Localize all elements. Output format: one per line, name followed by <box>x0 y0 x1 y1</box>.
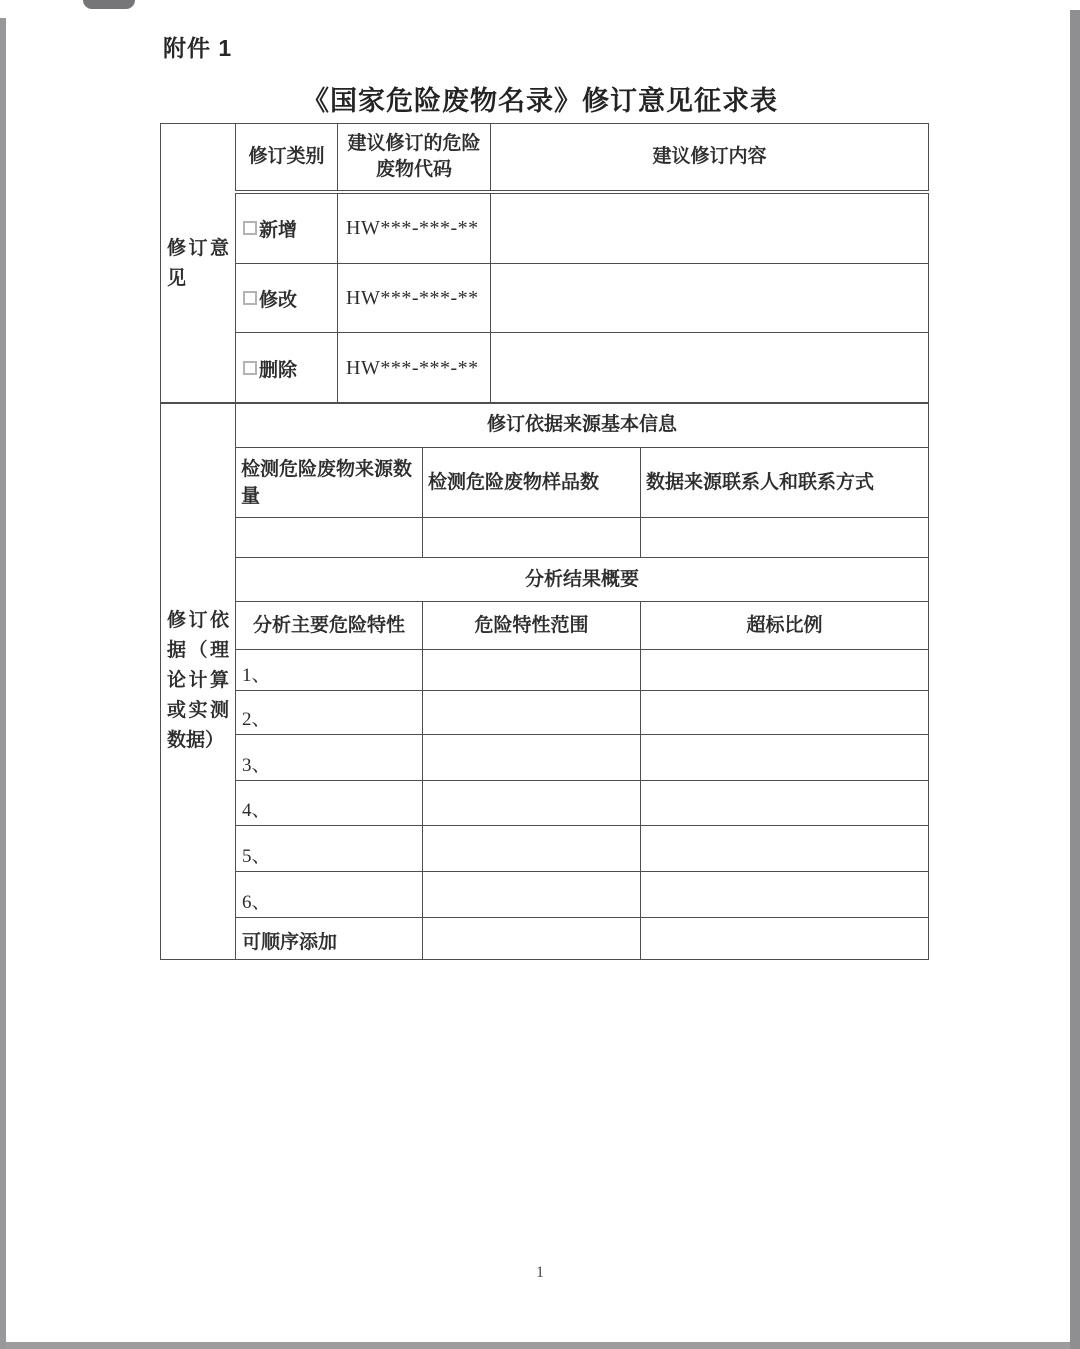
table-row <box>161 872 929 918</box>
col-header-exceedance-ratio: 超标比例 <box>641 602 929 650</box>
opinion-section-label: 修订意见 <box>161 124 236 404</box>
table-row <box>161 691 929 735</box>
revision-content-cell <box>491 192 929 264</box>
col-header-contact: 数据来源联系人和联系方式 <box>641 448 929 518</box>
range-cell <box>423 872 641 918</box>
waste-code-cell: HW***-***-** <box>338 264 491 333</box>
viewer-right-edge <box>1070 10 1080 1349</box>
table-row <box>161 781 929 826</box>
checkbox-icon <box>243 361 257 375</box>
numbered-row-label: 1、 <box>236 650 423 691</box>
ratio-cell <box>641 918 929 960</box>
col-header-revision-content: 建议修订内容 <box>491 124 929 192</box>
floating-toolbar-button-partial[interactable] <box>83 0 135 9</box>
numbered-row-label: 3、 <box>236 735 423 781</box>
ratio-cell <box>641 872 929 918</box>
checkbox-icon <box>243 291 257 305</box>
numbered-row-label: 4、 <box>236 781 423 826</box>
numbered-row-label: 2、 <box>236 691 423 735</box>
basis-section-label: 修订依据（理论计算或实测数据） <box>161 403 236 960</box>
category-label: 删除 <box>259 359 298 381</box>
table-row <box>161 735 929 781</box>
revision-content-cell <box>491 333 929 404</box>
table-row <box>161 602 929 650</box>
table-row <box>161 826 929 872</box>
waste-code-cell: HW***-***-** <box>338 333 491 404</box>
category-label: 修改 <box>259 289 298 311</box>
sample-count-value-cell <box>423 518 641 558</box>
waste-code-cell: HW***-***-** <box>338 192 491 264</box>
table-row <box>161 192 929 264</box>
col-header-source-count: 检测危险废物来源数量 <box>236 448 423 518</box>
contact-value-cell <box>641 518 929 558</box>
revision-basis-table <box>160 402 929 960</box>
col-header-characteristic-range: 危险特性范围 <box>423 602 641 650</box>
range-cell <box>423 650 641 691</box>
range-cell <box>423 735 641 781</box>
revision-opinion-table <box>160 123 929 404</box>
range-cell <box>423 691 641 735</box>
viewer-bottom-edge <box>6 1342 1070 1349</box>
analysis-summary-header: 分析结果概要 <box>236 558 929 602</box>
category-label: 新增 <box>259 219 298 241</box>
range-cell <box>423 918 641 960</box>
table-row <box>161 650 929 691</box>
viewer-left-edge <box>0 18 6 1349</box>
numbered-row-label: 6、 <box>236 872 423 918</box>
ratio-cell <box>641 735 929 781</box>
col-header-sample-count: 检测危险废物样品数 <box>423 448 641 518</box>
range-cell <box>423 781 641 826</box>
table-row <box>161 518 929 558</box>
col-header-waste-code: 建议修订的危险废物代码 <box>338 124 491 192</box>
ratio-cell <box>641 781 929 826</box>
checkbox-icon <box>243 221 257 235</box>
ratio-cell <box>641 650 929 691</box>
page-number: 1 <box>536 1264 544 1281</box>
page-title: 《国家危险废物名录》修订意见征求表 <box>302 86 778 116</box>
source-count-value-cell <box>236 518 423 558</box>
range-cell <box>423 826 641 872</box>
table-row <box>161 448 929 518</box>
source-info-header: 修订依据来源基本信息 <box>236 403 929 448</box>
category-cell-delete <box>236 333 338 404</box>
append-note-cell: 可顺序添加 <box>236 918 423 960</box>
table-row <box>161 333 929 404</box>
ratio-cell <box>641 826 929 872</box>
attachment-label: 附件 1 <box>163 35 233 61</box>
col-header-hazard-characteristic: 分析主要危险特性 <box>236 602 423 650</box>
numbered-row-label: 5、 <box>236 826 423 872</box>
table-row <box>161 918 929 960</box>
category-cell-add <box>236 192 338 264</box>
table-row <box>161 264 929 333</box>
revision-content-cell <box>491 264 929 333</box>
col-header-revision-category: 修订类别 <box>236 124 338 192</box>
category-cell-modify <box>236 264 338 333</box>
ratio-cell <box>641 691 929 735</box>
